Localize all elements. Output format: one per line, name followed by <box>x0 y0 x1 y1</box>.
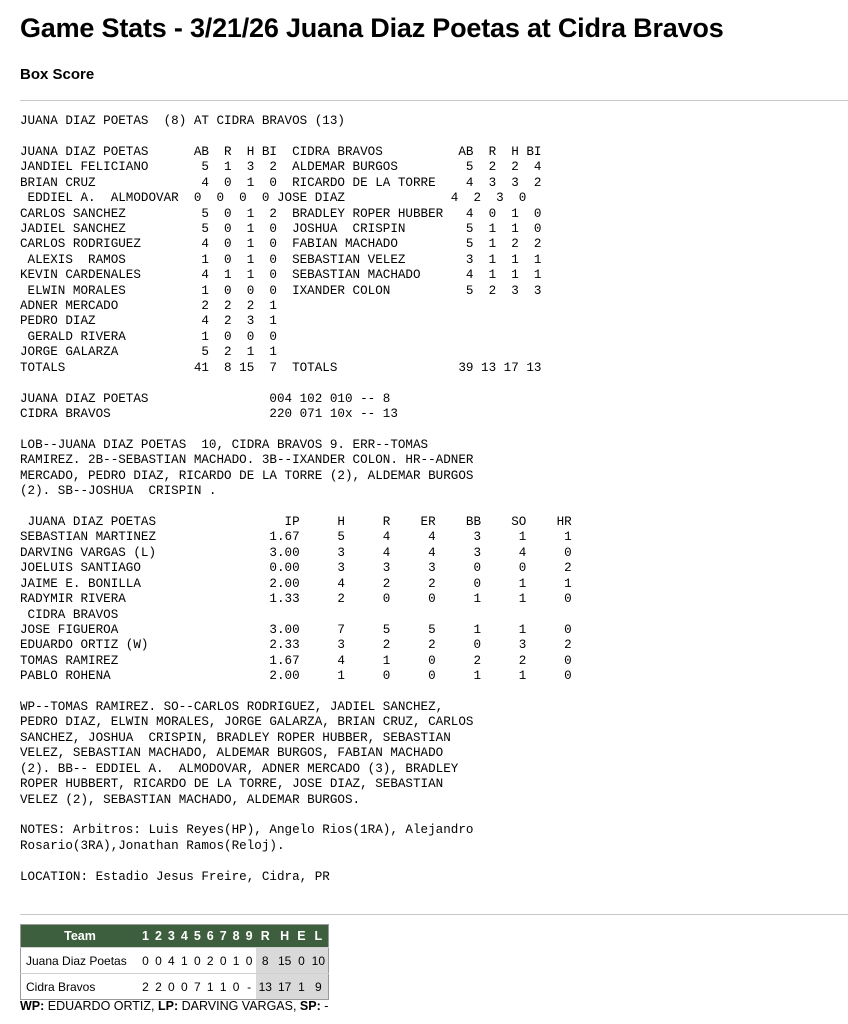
column-header: 4 <box>178 925 191 948</box>
linescore-header-row <box>21 925 329 948</box>
box-score-line: JUANA DIAZ POETAS AB R H BI CIDRA BRAVOS AB R H BI <box>20 144 542 159</box>
box-score-line: RADYMIR RIVERA 1.33 2 0 0 1 1 0 <box>20 592 572 607</box>
total-cell: 17 <box>275 974 294 1000</box>
total-cell: 9 <box>309 974 329 1000</box>
total-cell: 0 <box>294 948 308 974</box>
box-score-line: CIDRA BRAVOS 220 071 10x -- 13 <box>20 407 398 422</box>
pitcher-decisions <box>20 999 328 1013</box>
inning-score: 7 <box>191 974 204 1000</box>
box-score-line: GERALD RIVERA 1 0 0 0 <box>20 329 277 344</box>
inning-score: 0 <box>178 974 191 1000</box>
box-score-line: NOTES: Arbitros: Luis Reyes(HP), Angelo Rios(1RA), Alejandro <box>20 823 474 838</box>
box-score-line: EDDIEL A. ALMODOVAR 0 0 0 0 JOSE DIAZ 4 2 3 0 <box>20 191 527 206</box>
box-score-line: RAMIREZ. 2B--SEBASTIAN MACHADO. 3B--IXANDER COLON. HR--ADNER <box>20 453 474 468</box>
box-score-line: ADNER MERCADO 2 2 2 1 <box>20 299 277 314</box>
box-score-heading: Box Score <box>20 66 95 83</box>
inning-score: 0 <box>191 948 204 974</box>
box-score-line: JANDIEL FELICIANO 5 1 3 2 ALDEMAR BURGOS 5 2 2 4 <box>20 160 542 175</box>
box-score-line: JUANA DIAZ POETAS IP H R ER BB SO HR <box>20 514 572 529</box>
table-row <box>21 948 329 974</box>
inning-score: 2 <box>139 974 152 1000</box>
lp-value: DARVING VARGAS, <box>178 999 300 1013</box>
team-column-header: Team <box>21 925 140 948</box>
box-score-line: JOELUIS SANTIAGO 0.00 3 3 3 0 0 2 <box>20 561 572 576</box>
box-score-line: CIDRA BRAVOS <box>20 607 119 622</box>
team-name: Cidra Bravos <box>21 974 140 1000</box>
total-cell: 13 <box>256 974 275 1000</box>
box-score-line: CARLOS SANCHEZ 5 0 1 2 BRADLEY ROPER HUBBER 4 0 1 0 <box>20 206 542 221</box>
box-score-line: JAIME E. BONILLA 2.00 4 2 2 0 1 1 <box>20 576 572 591</box>
box-score-line: WP--TOMAS RAMIREZ. SO--CARLOS RODRIGUEZ, JADIEL SANCHEZ, <box>20 700 444 715</box>
total-cell: 10 <box>309 948 329 974</box>
box-score-line: JUANA DIAZ POETAS (8) AT CIDRA BRAVOS (13) <box>20 114 345 128</box>
divider <box>20 914 848 915</box>
column-header: 8 <box>230 925 243 948</box>
total-cell: 15 <box>275 948 294 974</box>
sp-label: SP: <box>299 999 321 1013</box>
total-cell: 1 <box>294 974 308 1000</box>
inning-score: 0 <box>243 948 256 974</box>
column-header: 9 <box>243 925 256 948</box>
box-score-line: ROPER HUBBERT, RICARDO DE LA TORRE, JOSE DIAZ, SEBASTIAN <box>20 777 444 792</box>
box-score-line: JORGE GALARZA 5 2 1 1 <box>20 345 277 360</box>
column-header: L <box>309 925 329 948</box>
box-score-line: (2). SB--JOSHUA CRISPIN . <box>20 484 217 499</box>
team-name: Juana Diaz Poetas <box>21 948 140 974</box>
box-score-line: JOSE FIGUEROA 3.00 7 5 5 1 1 0 <box>20 622 572 637</box>
lp-label: LP: <box>157 999 179 1013</box>
total-cell: 8 <box>256 948 275 974</box>
column-header: 3 <box>165 925 178 948</box>
column-header: E <box>294 925 308 948</box>
box-score-line: ELWIN MORALES 1 0 0 0 IXANDER COLON 5 2 3 3 <box>20 283 542 298</box>
box-score-line: SANCHEZ, JOSHUA CRISPIN, BRADLEY ROPER HUBBER, SEBASTIAN <box>20 730 451 745</box>
sp-value: - <box>320 999 329 1013</box>
box-score-line: TOMAS RAMIREZ 1.67 4 1 0 2 2 0 <box>20 653 572 668</box>
box-score-line: ALEXIS RAMOS 1 0 1 0 SEBASTIAN VELEZ 3 1 1 1 <box>20 252 542 267</box>
inning-score: 0 <box>217 948 230 974</box>
column-header: R <box>256 925 275 948</box>
box-score-line: KEVIN CARDENALES 4 1 1 0 SEBASTIAN MACHADO 4 1 1 1 <box>20 268 542 283</box>
box-score-line: PABLO ROHENA 2.00 1 0 0 1 1 0 <box>20 669 572 684</box>
page-title: Game Stats - 3/21/26 Juana Diaz Poetas at Cidra Bravos <box>20 13 724 43</box>
inning-score: 2 <box>204 948 217 974</box>
table-row <box>21 974 329 1000</box>
box-score-line: CARLOS RODRIGUEZ 4 0 1 0 FABIAN MACHADO 5 1 2 2 <box>20 237 542 252</box>
linescore-table <box>20 924 329 1000</box>
column-header: 2 <box>152 925 165 948</box>
divider <box>20 100 848 101</box>
inning-score: 0 <box>230 974 243 1000</box>
box-score-line: VELEZ (2), SEBASTIAN MACHADO, ALDEMAR BURGOS. <box>20 792 361 807</box>
box-score-line: PEDRO DIAZ, ELWIN MORALES, JORGE GALARZA, BRIAN CRUZ, CARLOS <box>20 715 474 730</box>
box-score-line: DARVING VARGAS (L) 3.00 3 4 4 3 4 0 <box>20 545 572 560</box>
inning-score: 1 <box>178 948 191 974</box>
inning-score: 1 <box>230 948 243 974</box>
inning-score: 4 <box>165 948 178 974</box>
box-score-text <box>20 114 572 885</box>
column-header: 7 <box>217 925 230 948</box>
box-score-line: JUANA DIAZ POETAS 004 102 010 -- 8 <box>20 391 391 406</box>
inning-score: 0 <box>165 974 178 1000</box>
inning-score: 0 <box>152 948 165 974</box>
wp-label: WP: <box>20 999 45 1013</box>
column-header: 5 <box>191 925 204 948</box>
box-score-line: PEDRO DIAZ 4 2 3 1 <box>20 314 277 329</box>
inning-score: 1 <box>217 974 230 1000</box>
column-header: 1 <box>139 925 152 948</box>
box-score-line: EDUARDO ORTIZ (W) 2.33 3 2 2 0 3 2 <box>20 638 572 653</box>
box-score-line: (2). BB-- EDDIEL A. ALMODOVAR, ADNER MERCADO (3), BRADLEY <box>20 761 459 776</box>
box-score-line: JADIEL SANCHEZ 5 0 1 0 JOSHUA CRISPIN 5 1 1 0 <box>20 221 542 236</box>
box-score-line: LOCATION: Estadio Jesus Freire, Cidra, PR <box>20 869 330 884</box>
inning-score: 2 <box>152 974 165 1000</box>
box-score-line: LOB--JUANA DIAZ POETAS 10, CIDRA BRAVOS 9. ERR--TOMAS <box>20 437 429 452</box>
inning-score: 1 <box>204 974 217 1000</box>
wp-value: EDUARDO ORTIZ, <box>44 999 158 1013</box>
column-header: 6 <box>204 925 217 948</box>
box-score-line: Rosario(3RA),Jonathan Ramos(Reloj). <box>20 838 285 853</box>
inning-score: - <box>243 974 256 1000</box>
column-header: H <box>275 925 294 948</box>
box-score-line: SEBASTIAN MARTINEZ 1.67 5 4 4 3 1 1 <box>20 530 572 545</box>
box-score-line: MERCADO, PEDRO DIAZ, RICARDO DE LA TORRE (2), ALDEMAR BURGOS <box>20 468 474 483</box>
inning-score: 0 <box>139 948 152 974</box>
box-score-line: TOTALS 41 8 15 7 TOTALS 39 13 17 13 <box>20 360 542 375</box>
linescore-body <box>21 948 329 1000</box>
box-score-line: BRIAN CRUZ 4 0 1 0 RICARDO DE LA TORRE 4 3 3 2 <box>20 175 542 190</box>
box-score-line: VELEZ, SEBASTIAN MACHADO, ALDEMAR BURGOS, FABIAN MACHADO <box>20 746 444 761</box>
